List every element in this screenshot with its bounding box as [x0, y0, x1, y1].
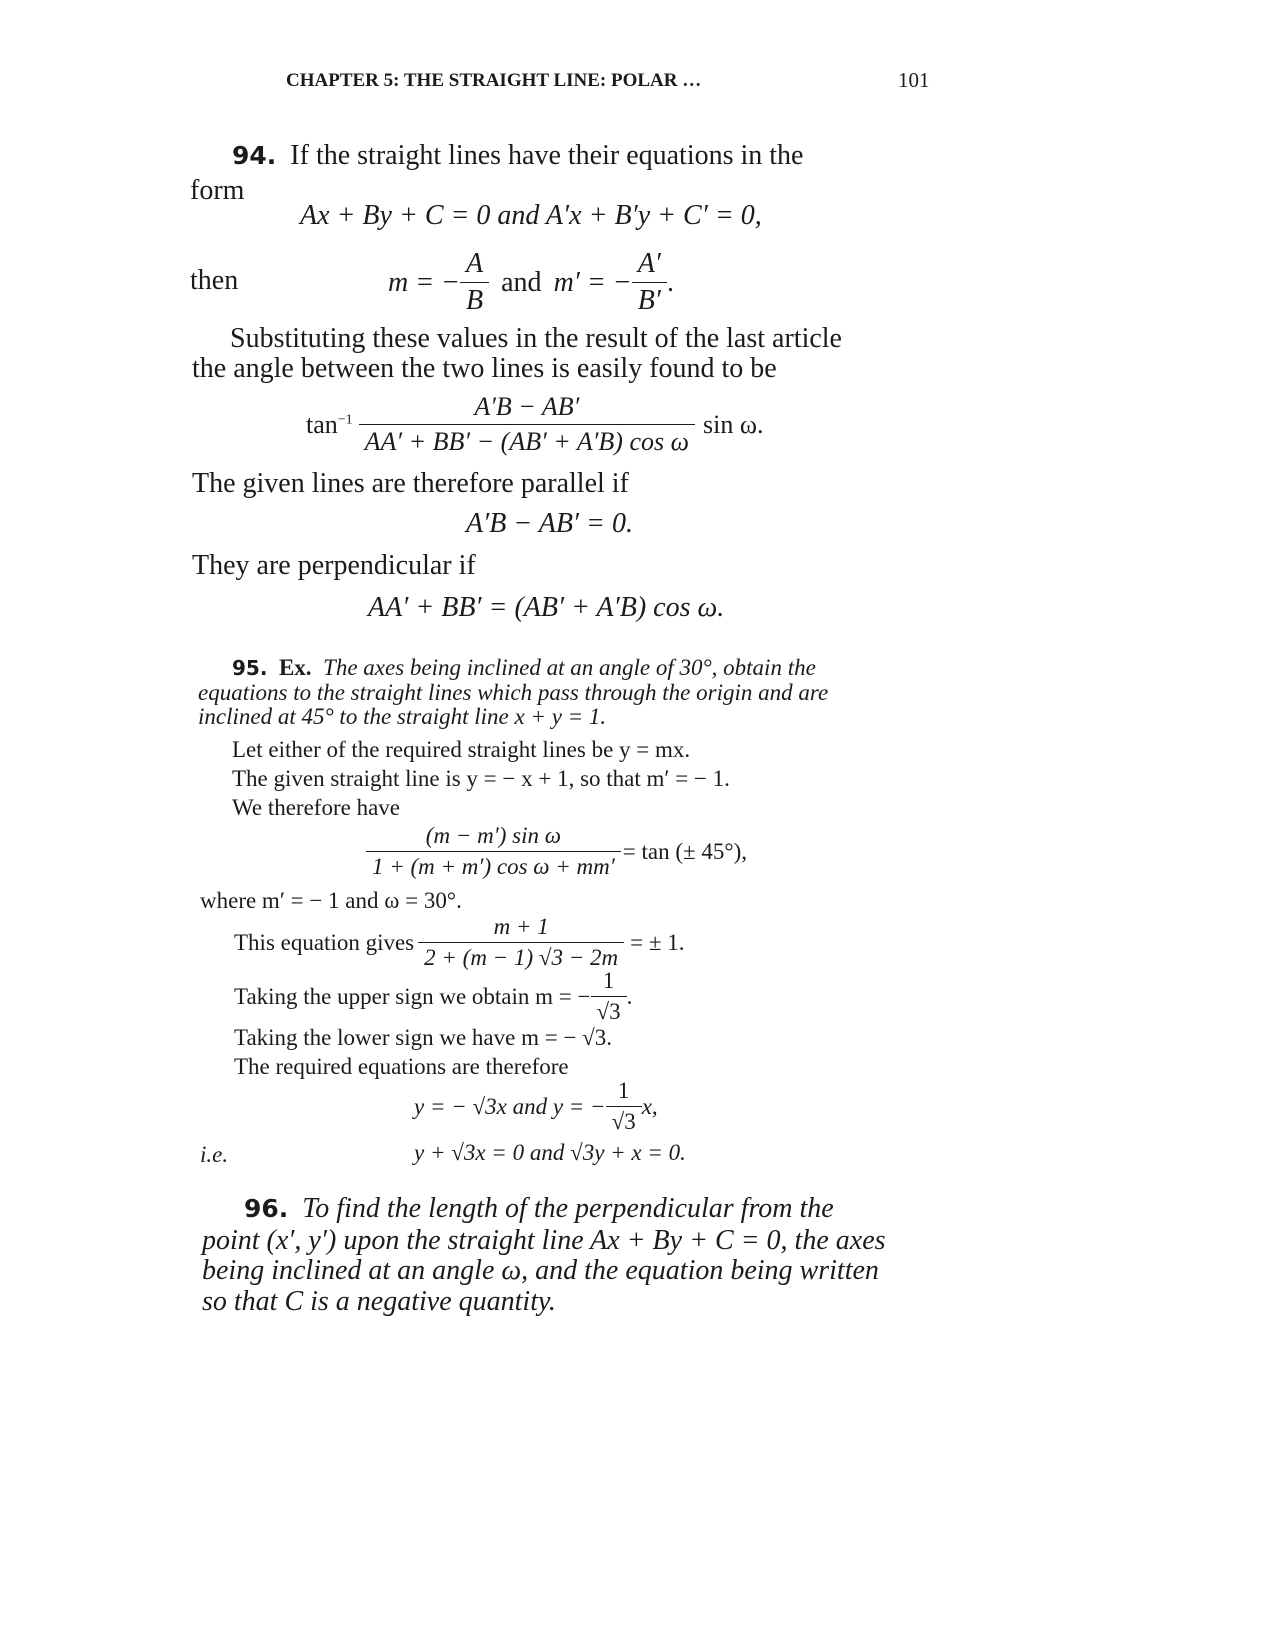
article-96-statement: [244, 1193, 834, 1225]
numerator: 1: [602, 968, 615, 993]
numerator: A′: [637, 248, 661, 279]
denominator: 2 + (m − 1) √3 − 2m: [418, 942, 624, 971]
paragraph-text: Substituting these values in the result of the last article: [230, 323, 842, 354]
fraction: [460, 248, 489, 317]
math-text: .: [626, 983, 633, 1009]
paragraph-text: They are perpendicular if: [192, 550, 476, 581]
equation-condition: [366, 823, 747, 880]
paragraph-text: i.e.: [200, 1142, 229, 1167]
paragraph-text: The axes being inclined at an angle of 30°, obtain the: [323, 655, 816, 680]
equation-angle: [306, 392, 763, 457]
math-text: sin ω.: [702, 409, 764, 439]
article-number: 95.: [232, 656, 268, 680]
superscript: −1: [337, 411, 353, 427]
paragraph-text: To find the length of the perpendicular from the: [302, 1193, 834, 1224]
denominator: B′: [632, 282, 667, 317]
paragraph-text: the angle between the two lines is easily found to be: [192, 353, 777, 384]
paragraph-text: We therefore have: [232, 795, 400, 820]
fraction: [606, 1078, 642, 1135]
math-text: x,: [641, 1093, 658, 1119]
paragraph-text: where m′ = − 1 and ω = 30°.: [200, 888, 462, 913]
fraction: [418, 914, 624, 971]
equation-result: [414, 1078, 658, 1135]
math-text: = tan (± 45°),: [622, 838, 747, 864]
denominator: √3: [591, 996, 627, 1025]
paragraph-text: form: [190, 175, 245, 206]
math-text: .: [666, 266, 674, 298]
equation-upper: [234, 968, 632, 1025]
paragraph-text: so that C is a negative quantity.: [202, 1286, 556, 1317]
fraction: [366, 823, 621, 880]
paragraph-text: Let either of the required straight lines be y = mx.: [232, 737, 691, 762]
denominator: 1 + (m + m′) cos ω + mm′: [366, 851, 621, 880]
page-number: 101: [898, 68, 930, 92]
math-text: and: [501, 266, 542, 298]
equation-gives: [234, 914, 684, 971]
equation: y + √3x = 0 and √3y + x = 0.: [414, 1140, 686, 1165]
paragraph-text: being inclined at an angle ω, and the equation being written: [202, 1255, 879, 1286]
paragraph-text: Taking the lower sign we have m = − √3.: [234, 1025, 613, 1050]
equation: Ax + By + C = 0 and A′x + B′y + C′ = 0,: [300, 200, 762, 231]
paragraph-text: The given straight line is y = − x + 1, so that m′ = − 1.: [232, 766, 730, 791]
fraction: [359, 392, 695, 457]
paragraph-text: The required equations are therefore: [234, 1054, 569, 1079]
paragraph-text: point (x′, y′) upon the straight line Ax + By + C = 0, the axes: [202, 1225, 886, 1256]
denominator: B: [460, 282, 489, 317]
denominator: AA′ + BB′ − (AB′ + A′B) cos ω: [359, 424, 695, 457]
fraction: [632, 248, 667, 317]
denominator: √3: [606, 1106, 642, 1135]
numerator: A: [466, 248, 484, 279]
paragraph-text: inclined at 45° to the straight line x + y = 1.: [198, 704, 607, 729]
math-text: m = −: [388, 266, 461, 298]
running-header: CHAPTER 5: THE STRAIGHT LINE: POLAR …: [286, 70, 702, 91]
math-text: Taking the upper sign we obtain m = −: [234, 983, 591, 1009]
numerator: 1: [617, 1078, 630, 1103]
paragraph-text: The given lines are therefore parallel if: [192, 468, 629, 499]
equation-slopes: [388, 248, 674, 317]
fraction: [591, 968, 627, 1025]
article-94-intro: [232, 140, 803, 172]
paragraph-text: If the straight lines have their equations in the: [290, 140, 804, 171]
article-number: 96.: [244, 1194, 289, 1223]
numerator: (m − m′) sin ω: [425, 823, 561, 848]
paragraph-text: equations to the straight lines which pass through the origin and are: [198, 680, 829, 705]
numerator: A′B − AB′: [474, 392, 580, 421]
math-text: = ± 1.: [630, 929, 685, 955]
equation: A′B − AB′ = 0.: [466, 508, 633, 539]
article-95-statement: [232, 655, 816, 681]
paragraph-text: then: [190, 265, 239, 296]
math-text: m′ = −: [553, 266, 632, 298]
numerator: m + 1: [493, 914, 549, 939]
math-text: This equation gives: [234, 929, 415, 955]
equation: AA′ + BB′ = (AB′ + A′B) cos ω.: [368, 592, 725, 623]
article-number: 94.: [232, 141, 277, 170]
math-text: $\tan^{-1}$: [306, 409, 353, 439]
math-text: y = − √3x and y = −: [414, 1093, 606, 1119]
example-label: Ex.: [278, 655, 312, 680]
